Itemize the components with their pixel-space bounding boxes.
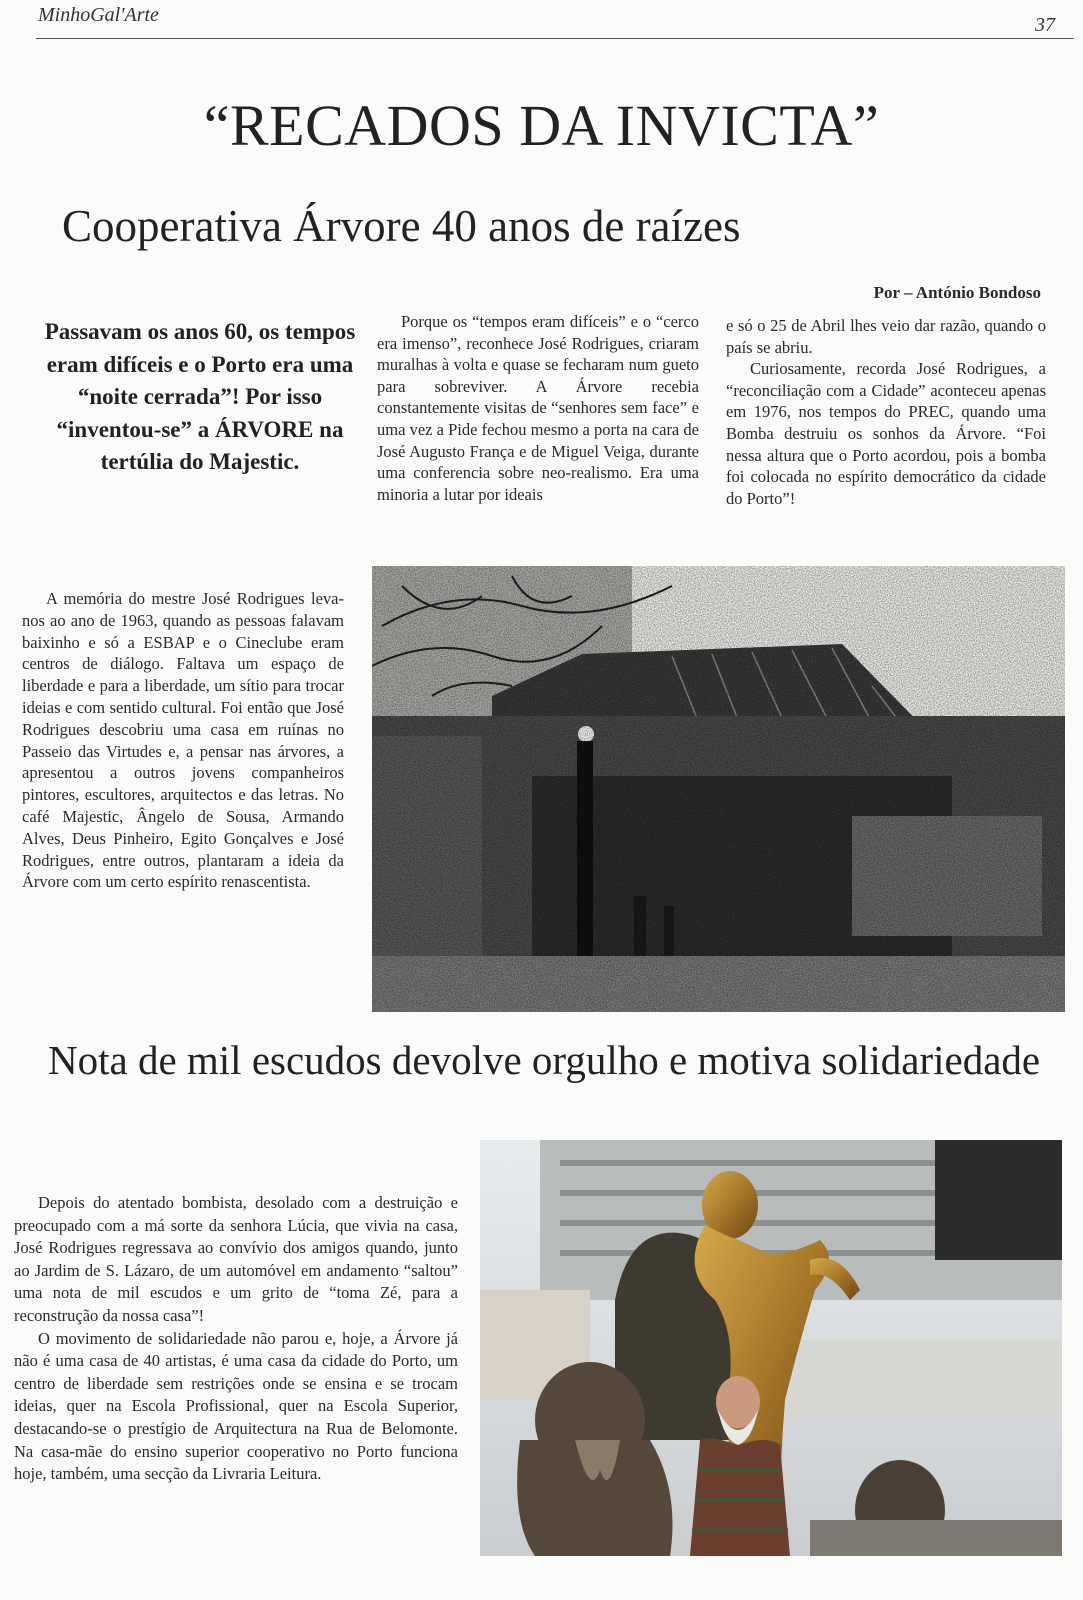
header-rule <box>36 38 1074 39</box>
body-paragraph-3: O movimento de solidariedade não parou e, hoje, a Árvore já não é uma casa de 40 artistas, é uma casa da cidade do Porto, um centro de liberdade sem restrições onde se ensina e se trocam ideias, quer na Escola Profissional, quer na Escola Superior, destacando-se o prestígio de Arquitectura na Rua de Belomonte. Na casa-mãe do ensino superior cooperativo no Porto funciona hoje, também, uma secção da Livraria Leitura. <box>14 1328 458 1484</box>
lead-paragraph: Passavam os anos 60, os tempos eram difíceis e o Porto era uma “noite cerrada”! Por isso “inventou-se” a ÁRVORE na tertúlia do Majestic. <box>44 319 356 474</box>
body-column-1 <box>22 588 344 893</box>
sculptures-photo <box>480 1140 1062 1556</box>
magazine-name: MinhoGal'Arte <box>38 4 159 26</box>
col3-paragraph-1: e só o 25 de Abril lhes veio dar razão, quando o país se abriu. <box>726 316 1046 357</box>
body-column-2 <box>14 1192 458 1486</box>
column-2 <box>377 311 699 505</box>
article-subtitle: Cooperativa Árvore 40 anos de raízes <box>62 201 741 251</box>
body-paragraph-1: A memória do mestre José Rodrigues leva-nos ao ano de 1963, quando as pessoas falavam baixinho e só a ESBAP e o Cineclube eram centros de diálogo. Faltava um espaço de liberdade e para a liberdade, um sítio para trocar ideias e com sentido cultural. Foi então que José Rodrigues descobriu uma casa em ruínas no Passeio das Virtudes e, a pensar nas árvores, a apresentou a outros jovens companheiros pintores, escultores, arquitectos e das letras. No café Majestic, Ângelo de Sousa, Armando Alves, Deus Pinheiro, Egito Gonçalves e José Rodrigues, entre outros, plantaram a ideia da Árvore com um certo espírito renascentista. <box>22 589 344 892</box>
body-paragraph-2: Depois do atentado bombista, desolado com a destruição e preocupado com a má sorte da senhora Lúcia, que vivia na casa, José Rodrigues regressava ao convívio dos amigos quando, junto ao Jardim de S. Lázaro, de um automóvel em andamento “saltou” uma nota de mil escudos e um grito de “toma Zé, para a reconstrução da nossa casa”! <box>14 1193 458 1325</box>
section-title: Nota de mil escudos devolve orgulho e motiva solidariedade <box>48 1037 1041 1083</box>
col2-paragraph: Porque os “tempos eram difíceis” e o “cerco era imenso”, reconhece José Rodrigues, criaram muralhas à volta e quase se fecharam num gueto para sobreviver. A Árvore recebia constantemente visitas de “senhores sem face” e uma vez a Pide fechou mesmo a porta na cara de José Augusto França e de Miguel Veiga, durante uma conferencia sobre neo-realismo. Era uma minoria a lutar por ideais <box>377 312 699 504</box>
article-title: “RECADOS DA INVICTA” <box>203 93 880 158</box>
page-number: 37 <box>1035 14 1055 36</box>
byline: Por – António Bondoso <box>873 283 1041 302</box>
ruined-house-photo <box>372 566 1065 1012</box>
col3-paragraph-2: Curiosamente, recorda José Rodrigues, a “reconciliação com a Cidade” aconteceu apenas em 1976, nos tempos do PREC, quando uma Bomba destruiu os sonhos da Árvore. “Foi nessa altura que o Porto acordou, pois a bomba foi colocada no espírito democrático da cidade do Porto”! <box>726 359 1046 508</box>
column-3 <box>726 315 1046 509</box>
